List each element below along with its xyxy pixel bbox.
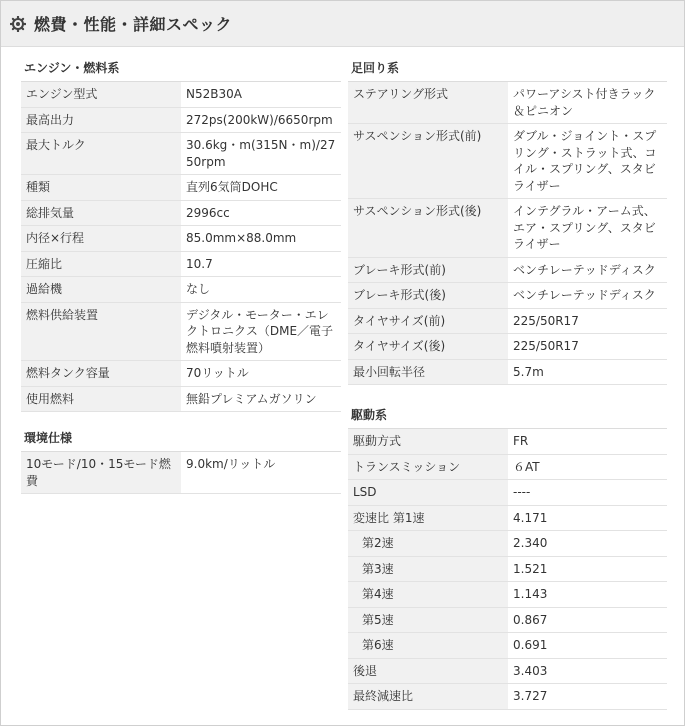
spec-row [21,251,341,277]
spec-label: ブレーキ形式(前) [348,257,508,283]
spec-label: 第5速 [348,607,508,633]
spec-row [21,277,341,303]
spec-value: 1.143 [508,582,667,608]
spec-value: パワーアシスト付きラック＆ピニオン [508,82,667,124]
spec-row [348,334,667,360]
spec-value: FR [508,429,667,454]
page-title: 燃費・性能・詳細スペック [34,15,233,34]
section-title-engine: エンジン・燃料系 [21,47,341,82]
spec-value: 225/50R17 [508,308,667,334]
right-column [348,47,667,710]
spec-label: 総排気量 [21,200,181,226]
spec-value: インテグラル・アーム式、エア・スプリング、スタビライザー [508,199,667,258]
spec-value: 272ps(200kW)/6650rpm [181,107,341,133]
spec-label: 最高出力 [21,107,181,133]
spec-label: 最小回転半径 [348,359,508,385]
spec-row [348,556,667,582]
drivetrain-table [348,429,667,710]
spec-label: 第6速 [348,633,508,659]
spec-value: 70リットル [181,361,341,387]
spec-label: タイヤサイズ(前) [348,308,508,334]
spec-row [348,429,667,454]
spec-label: 最大トルク [21,133,181,175]
spec-row [348,257,667,283]
environment-table [21,452,341,494]
spec-label: 駆動方式 [348,429,508,454]
spec-label: 種類 [21,175,181,201]
spec-label: サスペンション形式(前) [348,124,508,199]
spec-label: 圧縮比 [21,251,181,277]
spec-label: エンジン型式 [21,82,181,107]
spec-value: 2.340 [508,531,667,557]
spec-value: 85.0mm×88.0mm [181,226,341,252]
spec-row [21,361,341,387]
spec-row [21,386,341,412]
spec-label: ステアリング形式 [348,82,508,124]
spec-row [348,308,667,334]
spec-label: 燃料タンク容量 [21,361,181,387]
spec-value: 9.0km/リットル [181,452,341,494]
spec-row [348,607,667,633]
engine-table [21,82,341,412]
spec-row [21,133,341,175]
spec-row [21,200,341,226]
spec-row [348,480,667,506]
spec-row [21,82,341,107]
spec-row [348,359,667,385]
spec-row [348,658,667,684]
gear-icon [10,16,26,32]
spec-label: ブレーキ形式(後) [348,283,508,309]
spec-row [21,107,341,133]
spec-value: N52B30A [181,82,341,107]
spec-value: 225/50R17 [508,334,667,360]
spec-label: 第4速 [348,582,508,608]
spec-row [348,283,667,309]
spec-value: ベンチレーテッドディスク [508,283,667,309]
spec-value: 無鉛プレミアムガソリン [181,386,341,412]
spec-value: ダブル・ジョイント・スプリング・ストラット式、コイル・スプリング、スタビライザー [508,124,667,199]
spec-row [21,452,341,494]
spec-value: 3.403 [508,658,667,684]
spec-label: サスペンション形式(後) [348,199,508,258]
spec-label: 内径×行程 [21,226,181,252]
spec-value: デジタル・モーター・エレクトロニクス（DME／電子燃料噴射装置） [181,302,341,361]
spec-label: 過給機 [21,277,181,303]
spec-label: トランスミッション [348,454,508,480]
spec-value: 5.7m [508,359,667,385]
spec-row [348,582,667,608]
spec-label: 燃料供給装置 [21,302,181,361]
spec-value: 30.6kg・m(315N・m)/2750rpm [181,133,341,175]
spec-value: 1.521 [508,556,667,582]
section-title-suspension: 足回り系 [348,47,667,82]
spec-row [21,302,341,361]
spec-value: ---- [508,480,667,506]
spec-label: 後退 [348,658,508,684]
spec-value: 2996cc [181,200,341,226]
spec-value: 0.867 [508,607,667,633]
spec-label: LSD [348,480,508,506]
spec-value: 直列6気筒DOHC [181,175,341,201]
spec-row [21,175,341,201]
spec-value: なし [181,277,341,303]
spec-value: ベンチレーテッドディスク [508,257,667,283]
spec-label: 使用燃料 [21,386,181,412]
spec-value: 4.171 [508,505,667,531]
spec-row [348,454,667,480]
spec-row [348,82,667,124]
spec-value: 10.7 [181,251,341,277]
spec-label: 変速比 第1速 [348,505,508,531]
spec-row [348,124,667,199]
spec-label: 10モード/10・15モード燃費 [21,452,181,494]
spec-label: 最終減速比 [348,684,508,710]
panel-header [1,1,684,47]
spec-row [348,684,667,710]
spec-row [348,531,667,557]
spec-value: 3.727 [508,684,667,710]
spec-row [348,199,667,258]
spec-value: ６AT [508,454,667,480]
spec-row [348,633,667,659]
section-title-environment: 環境仕様 [21,412,341,452]
spec-row [348,505,667,531]
left-column [21,47,341,494]
spec-value: 0.691 [508,633,667,659]
section-title-drivetrain: 駆動系 [348,385,667,429]
spec-label: 第3速 [348,556,508,582]
spec-row [21,226,341,252]
spec-label: タイヤサイズ(後) [348,334,508,360]
spec-label: 第2速 [348,531,508,557]
suspension-table [348,82,667,385]
